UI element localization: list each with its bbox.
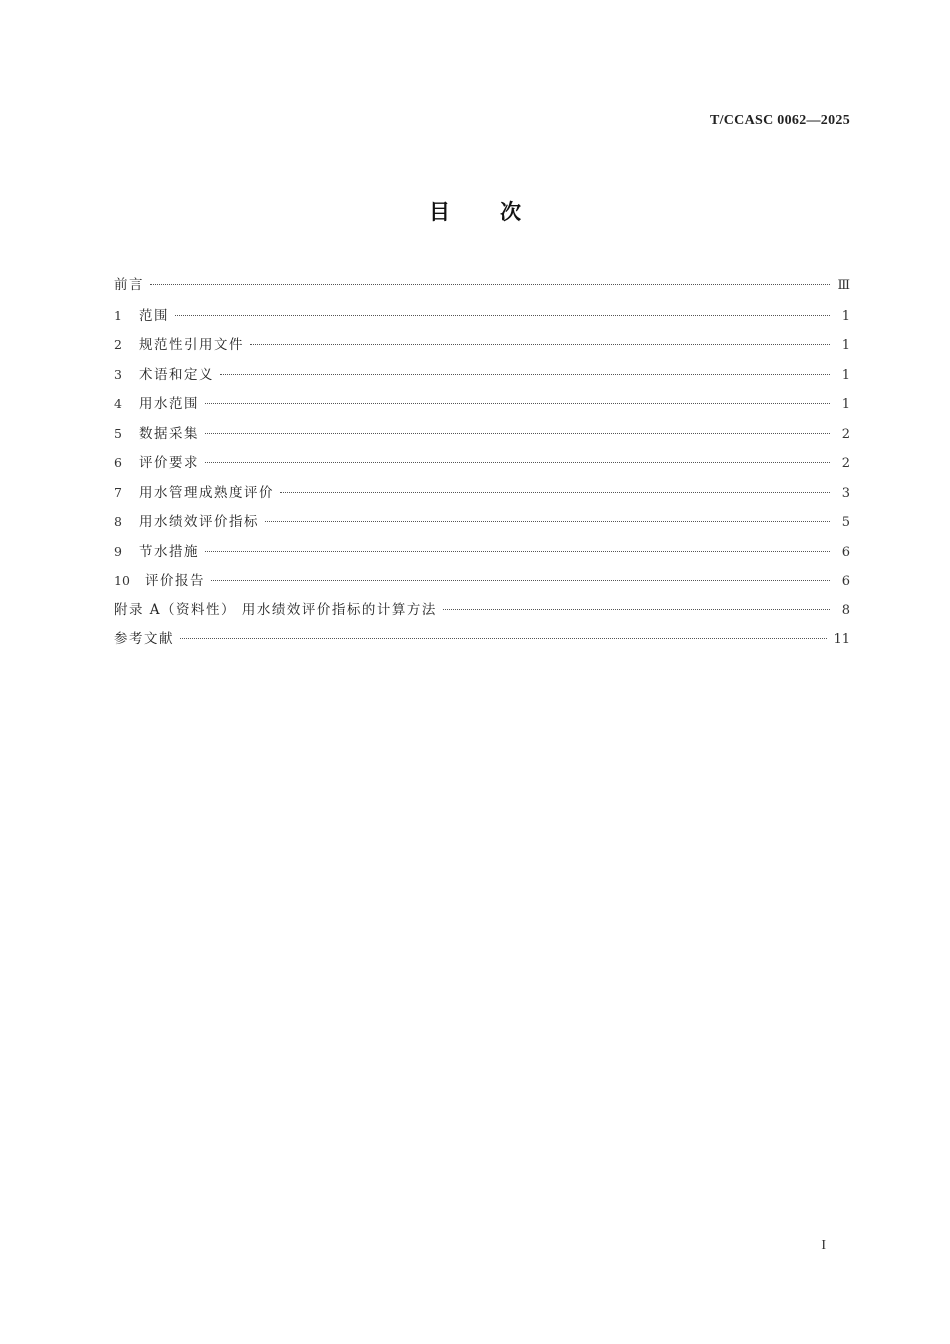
toc-entry-evaluation-requirements[interactable] xyxy=(114,448,850,478)
toc-entry-label: 范围 xyxy=(139,307,169,324)
toc-entry-bibliography[interactable] xyxy=(114,625,850,655)
toc-entry-number: 10 xyxy=(114,573,130,588)
toc-entry-performance-indicators[interactable] xyxy=(114,507,850,537)
toc-leader-dots xyxy=(443,609,830,610)
toc-entry-label: 附录 A（资料性） 用水绩效评价指标的计算方法 xyxy=(114,601,437,618)
toc-entry-number: 6 xyxy=(114,455,122,470)
table-of-contents xyxy=(114,271,850,655)
toc-entry-label: 评价要求 xyxy=(139,455,199,471)
toc-entry-page: 6 xyxy=(841,544,850,560)
toc-entry-number: 8 xyxy=(114,514,122,529)
toc-entry-number: 7 xyxy=(114,484,122,500)
toc-entry-page: 1 xyxy=(841,397,850,412)
standard-code: T/CCASC 0062—2025 xyxy=(709,113,850,128)
toc-leader-dots xyxy=(220,374,830,375)
toc-entry-appendix-a[interactable] xyxy=(114,596,850,626)
toc-entry-foreword[interactable] xyxy=(114,271,850,301)
toc-entry-page: 1 xyxy=(841,308,850,324)
toc-entry-label: 用水范围 xyxy=(139,396,199,412)
toc-entry-number: 1 xyxy=(114,307,122,323)
toc-leader-dots xyxy=(205,551,830,552)
toc-leader-dots xyxy=(205,433,830,434)
toc-entry-label: 评价报告 xyxy=(145,573,205,589)
toc-entry-water-use-scope[interactable] xyxy=(114,389,850,419)
toc-entry-page: 5 xyxy=(841,515,850,530)
toc-entry-page: 2 xyxy=(841,426,850,442)
toc-entry-number: 2 xyxy=(114,337,122,352)
toc-leader-dots xyxy=(211,580,830,581)
toc-entry-page: 2 xyxy=(841,456,850,471)
toc-entry-label: 用水绩效评价指标 xyxy=(139,514,259,530)
toc-entry-terms-definitions[interactable] xyxy=(114,360,850,390)
toc-entry-number: 3 xyxy=(114,366,122,382)
toc-entry-label: 数据采集 xyxy=(139,425,199,442)
toc-entry-page: 8 xyxy=(841,602,850,618)
toc-entry-label: 术语和定义 xyxy=(139,366,214,383)
toc-entry-label: 节水措施 xyxy=(139,543,199,560)
toc-entry-label: 规范性引用文件 xyxy=(139,337,244,353)
toc-entry-maturity-evaluation[interactable] xyxy=(114,478,850,508)
toc-leader-dots xyxy=(280,492,830,493)
toc-entry-page: 3 xyxy=(841,485,850,501)
toc-entry-number: 9 xyxy=(114,543,122,559)
toc-entry-number: 4 xyxy=(114,396,122,411)
toc-entry-label: 前言 xyxy=(114,277,144,293)
toc-entry-evaluation-report[interactable] xyxy=(114,566,850,596)
toc-entry-number: 5 xyxy=(114,425,122,441)
toc-entry-page: 6 xyxy=(841,574,850,589)
toc-leader-dots xyxy=(205,403,830,404)
toc-entry-page: 11 xyxy=(833,632,850,647)
toc-entry-page: Ⅲ xyxy=(837,278,850,293)
toc-leader-dots xyxy=(175,315,830,316)
toc-leader-dots xyxy=(250,344,830,345)
page-number: I xyxy=(821,1238,826,1253)
page-title: 目次 xyxy=(429,200,571,224)
toc-entry-normative-references[interactable] xyxy=(114,330,850,360)
toc-entry-page: 1 xyxy=(841,338,850,353)
toc-entry-label: 用水管理成熟度评价 xyxy=(139,484,274,501)
toc-leader-dots xyxy=(180,638,827,639)
toc-entry-label: 参考文献 xyxy=(114,631,174,647)
toc-entry-water-saving-measures[interactable] xyxy=(114,537,850,567)
toc-leader-dots xyxy=(265,521,830,522)
toc-leader-dots xyxy=(205,462,830,463)
toc-entry-data-collection[interactable] xyxy=(114,419,850,449)
toc-leader-dots xyxy=(150,284,830,285)
toc-entry-scope[interactable] xyxy=(114,301,850,331)
toc-entry-page: 1 xyxy=(841,367,850,383)
